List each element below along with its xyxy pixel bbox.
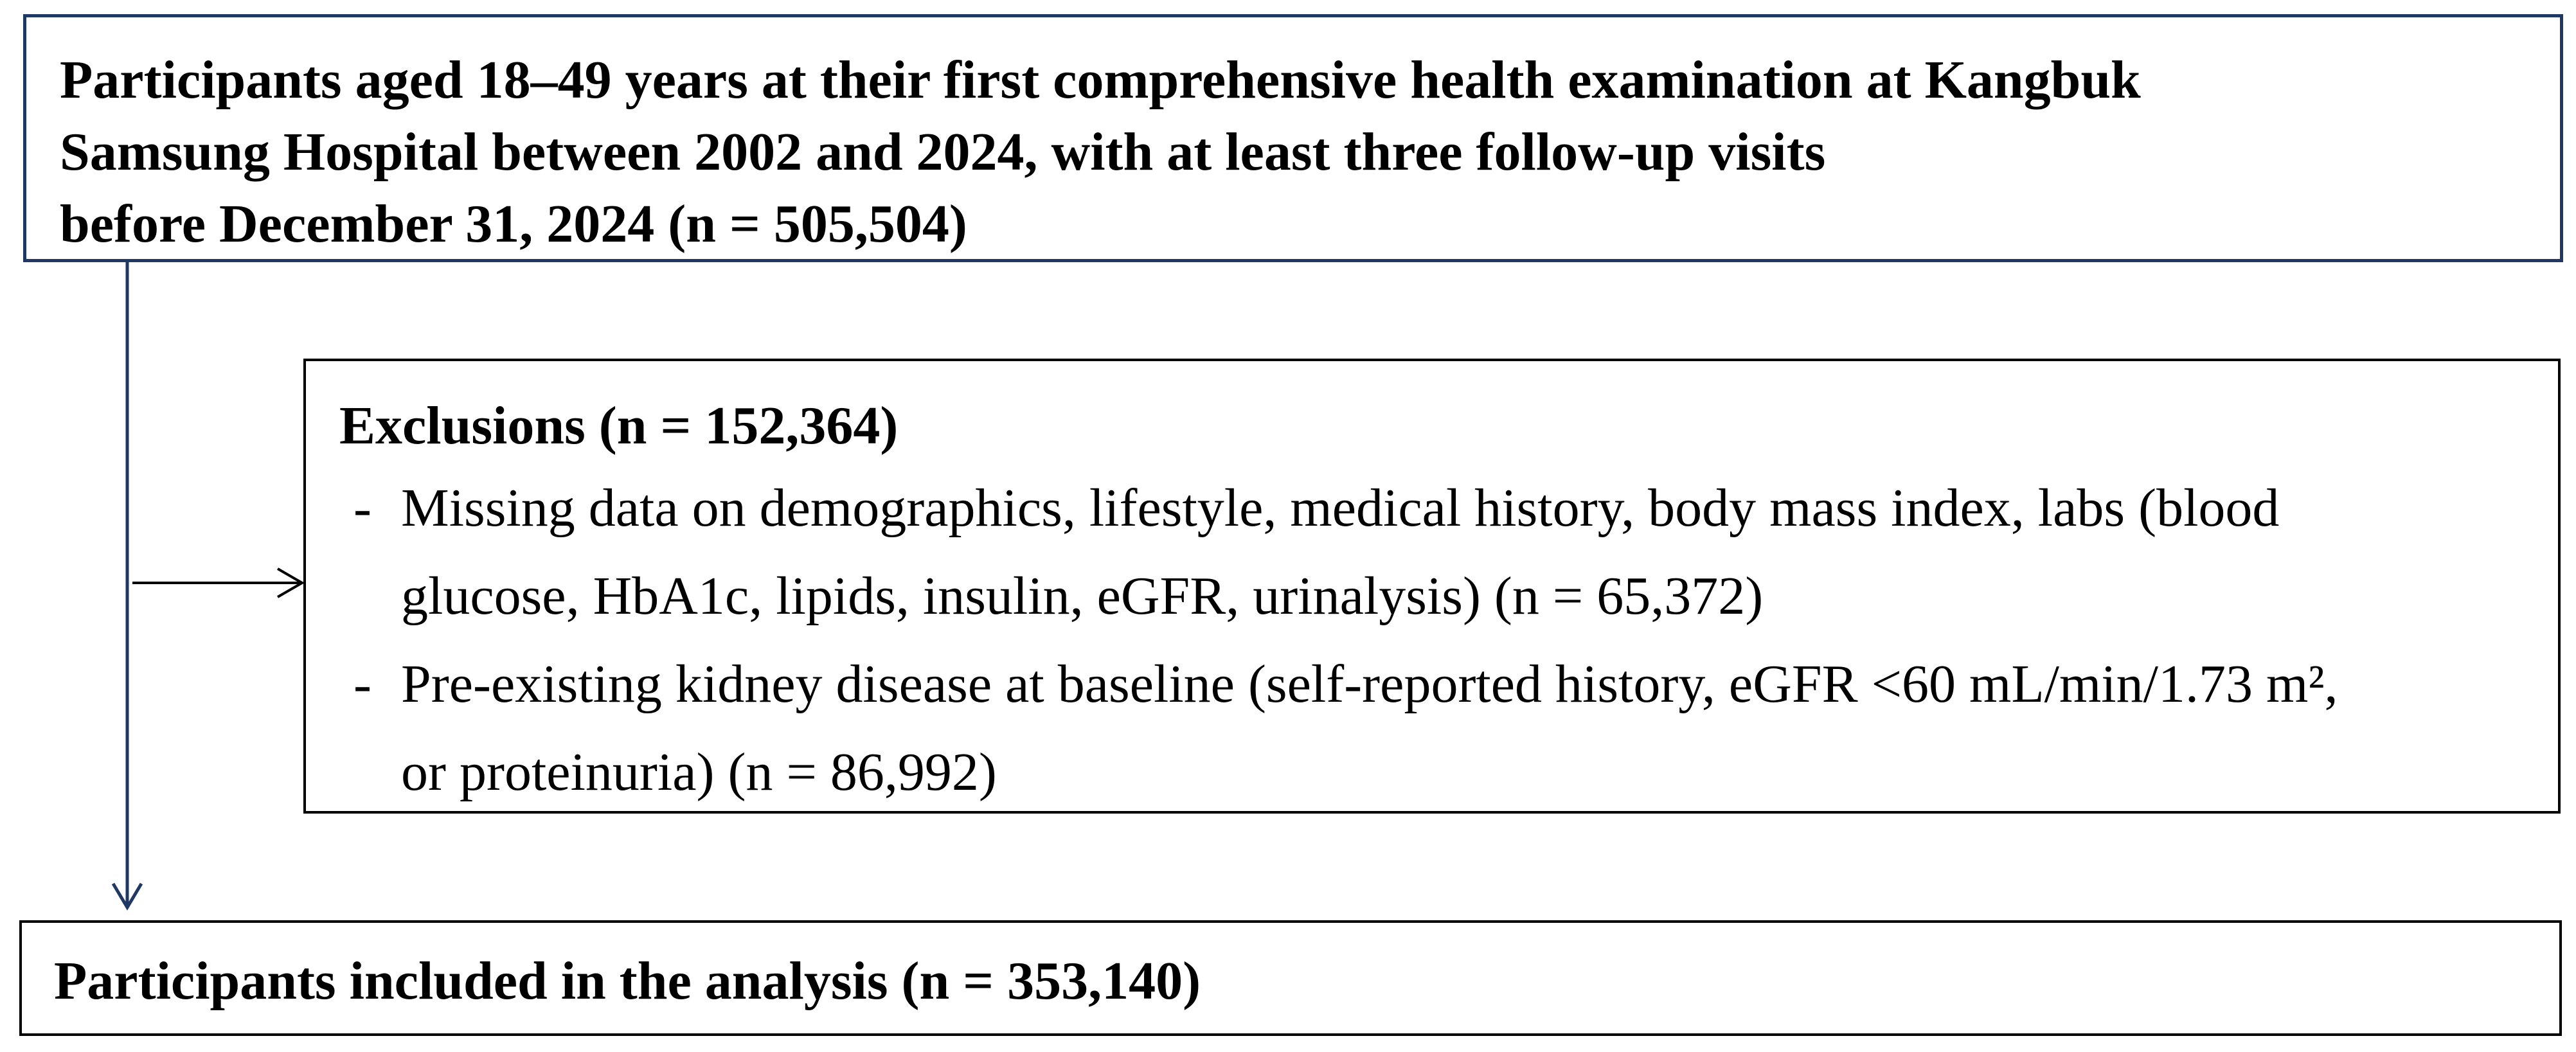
exclusion-item-kidney-disease bbox=[339, 640, 2558, 816]
exclusion-item-missing-data bbox=[339, 464, 2558, 640]
list-marker: - bbox=[353, 478, 371, 538]
exclusions-box bbox=[303, 359, 2561, 814]
eligible-participants-line-2: Samsung Hospital between 2002 and 2024, with at least three follow-up visits bbox=[60, 122, 1826, 182]
eligible-participants-line-1: Participants aged 18–49 years at their first comprehensive health examination at Kangbuk bbox=[60, 50, 2141, 110]
included-participants-box bbox=[19, 920, 2562, 1036]
included-participants-text: Participants included in the analysis (n = 353,140) bbox=[54, 951, 1201, 1011]
eligible-participants-line-3: before December 31, 2024 (n = 505,504) bbox=[60, 194, 967, 254]
exclusions-title: Exclusions (n = 152,364) bbox=[339, 396, 899, 456]
exclusion-item-missing-data-line-2: glucose, HbA1c, lipids, insulin, eGFR, urinalysis) (n = 65,372) bbox=[401, 566, 1764, 626]
eligible-participants-box bbox=[23, 14, 2563, 262]
exclusion-item-kidney-disease-line-1: Pre-existing kidney disease at baseline (self-reported history, eGFR <60 mL/min/1.73 m², bbox=[401, 654, 2338, 714]
exclusion-item-kidney-disease-line-2: or proteinuria) (n = 86,992) bbox=[401, 742, 997, 802]
list-marker: - bbox=[353, 654, 371, 714]
exclusion-item-missing-data-line-1: Missing data on demographics, lifestyle, medical history, body mass index, labs (blood bbox=[401, 478, 2280, 538]
